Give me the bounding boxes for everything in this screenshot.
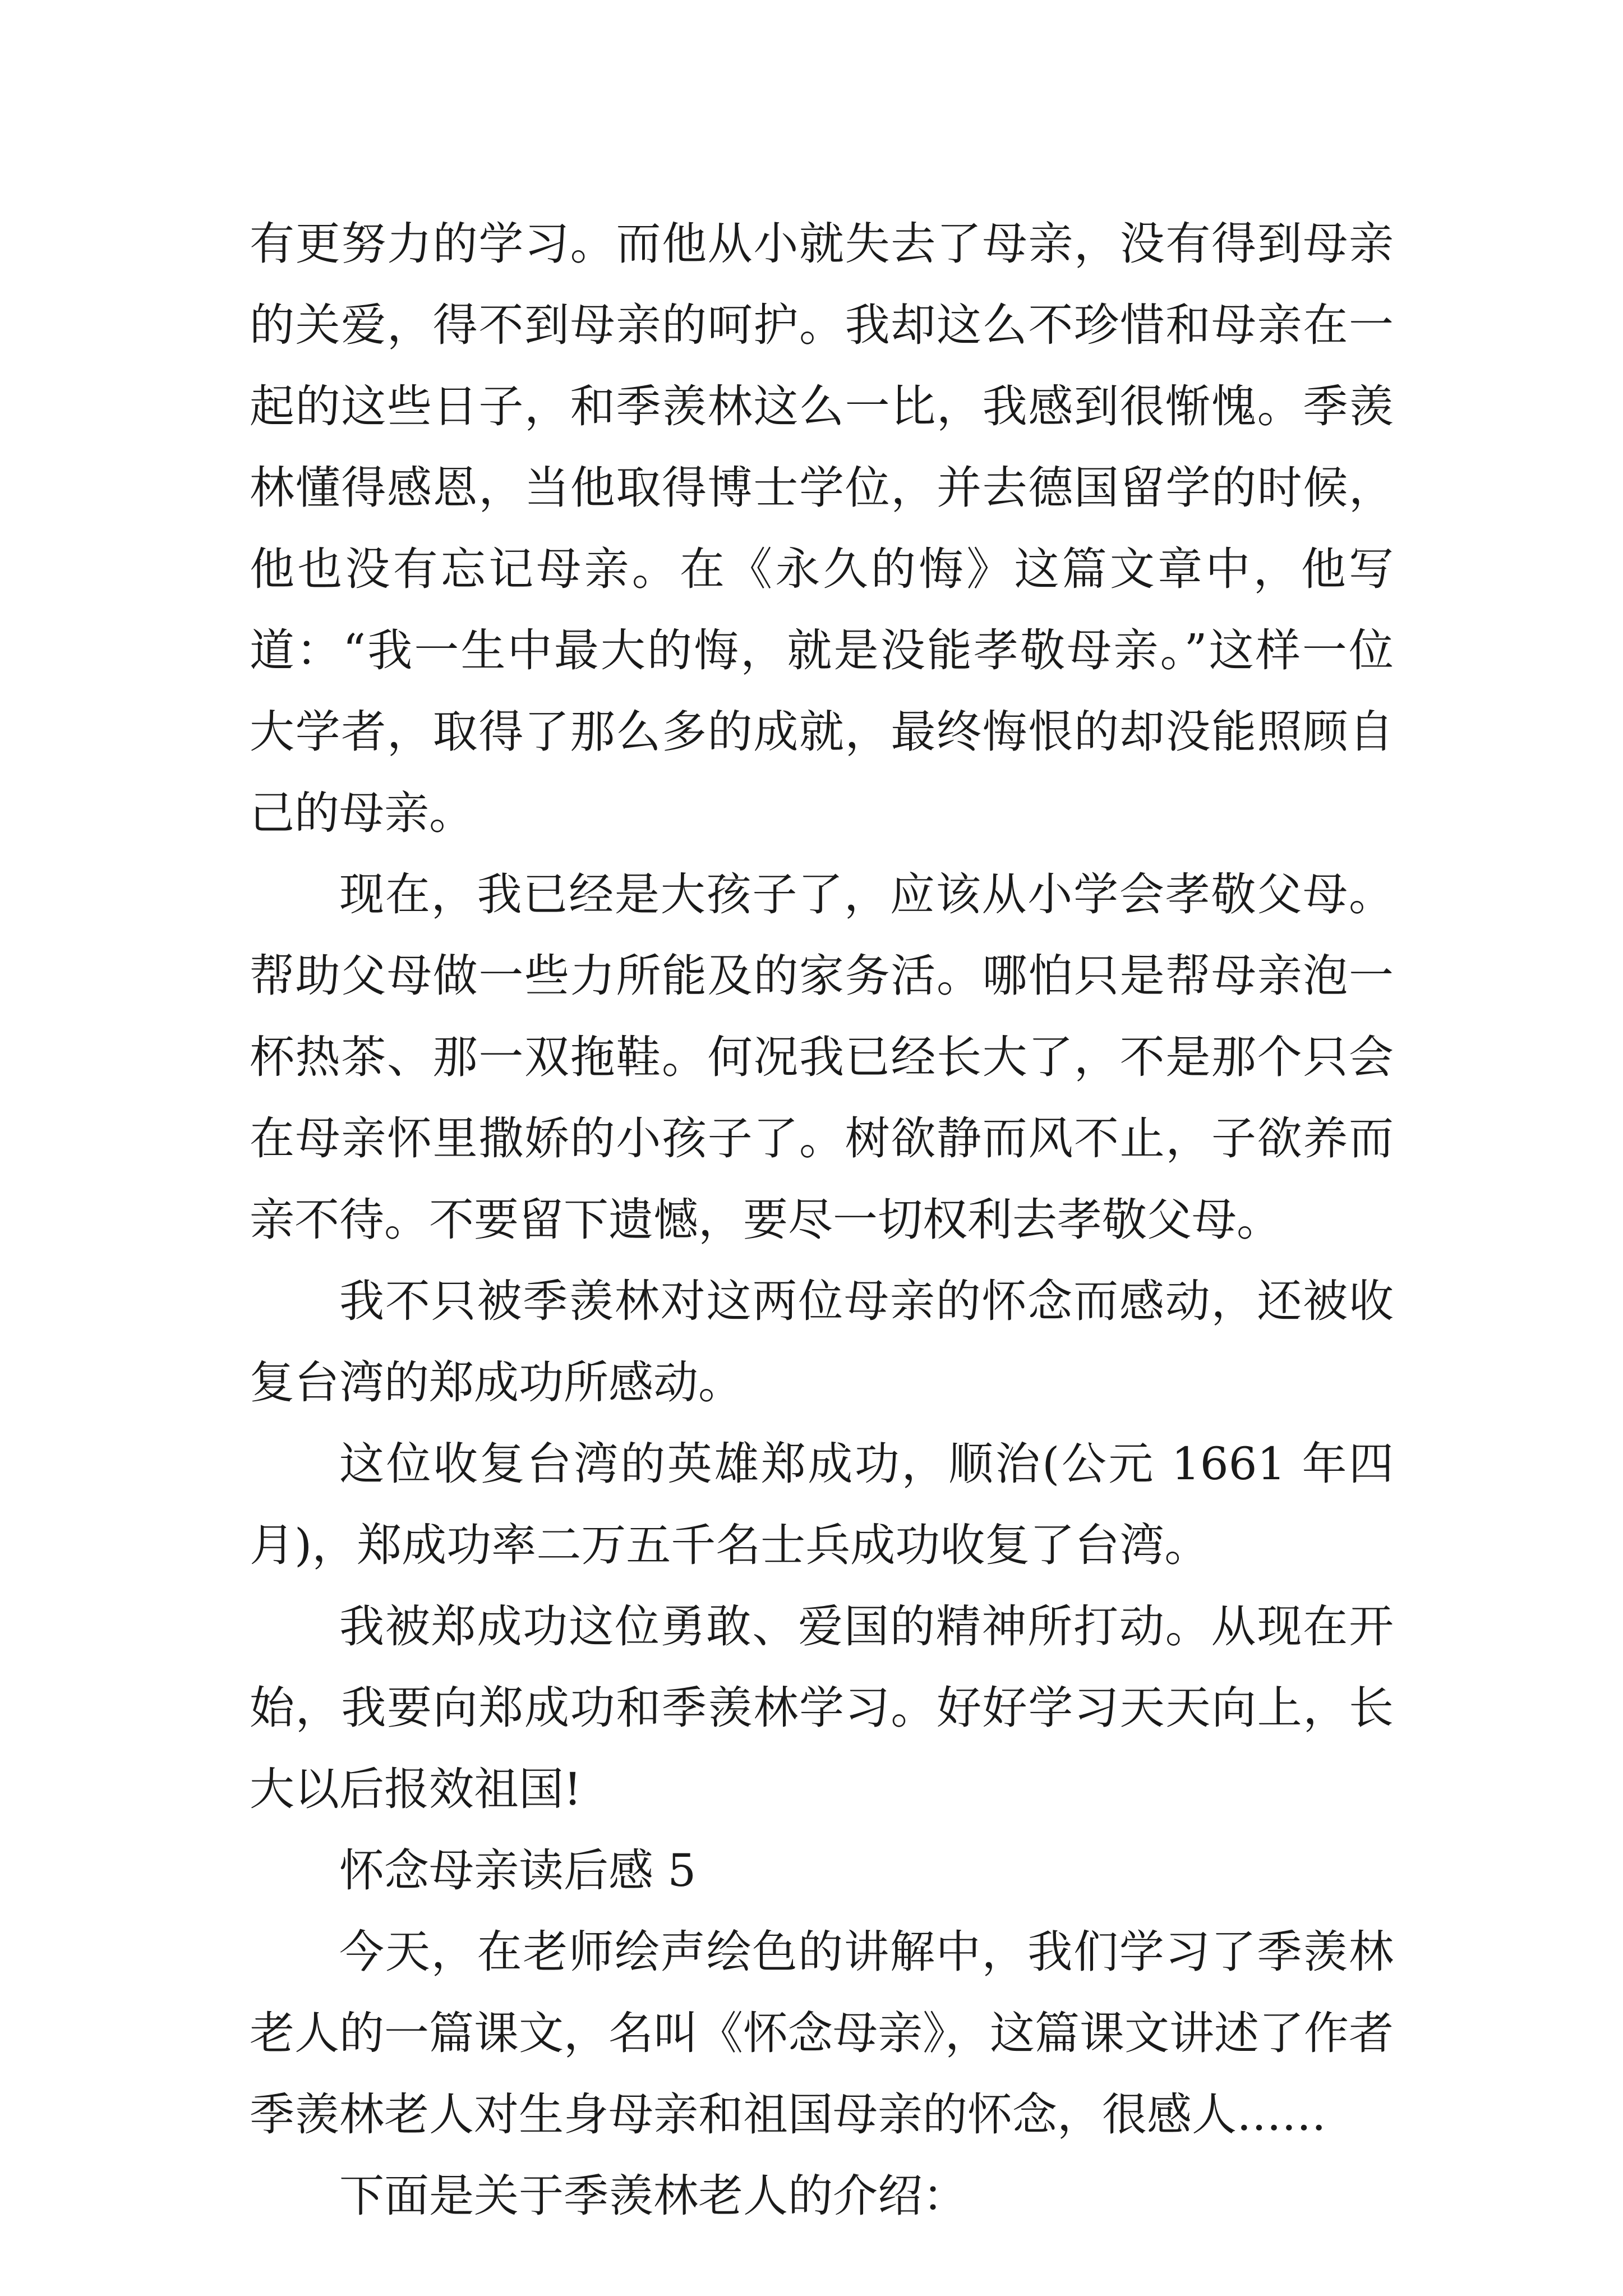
document-body — [250, 203, 1394, 2237]
section-heading: 怀念母亲读后感 5 — [339, 1844, 697, 1897]
paragraph: 今天，在老师绘声绘色的讲解中，我们学习了季羡林老人的一篇课文，名叫《怀念母亲》，这篇课文讲述了作者季羡林老人对生身母亲和祖国母亲的怀念，很感人…… — [250, 1926, 1394, 2141]
paragraph: 我不只被季羡林对这两位母亲的怀念而感动，还被收复台湾的郑成功所感动。 — [250, 1275, 1394, 1409]
paragraph: 下面是关于季羡林老人的介绍： — [339, 2170, 967, 2222]
paragraph: 我被郑成功这位勇敢、爱国的精神所打动。从现在开始，我要向郑成功和季羡林学习。好好学习天天向上，长大以后报效祖国! — [250, 1600, 1394, 1815]
paragraph: 这位收复台湾的英雄郑成功，顺治(公元 1661 年四月)，郑成功率二万五千名士兵成功收复了台湾。 — [250, 1438, 1394, 1571]
paragraph: 现在，我已经是大孩子了，应该从小学会孝敬父母。帮助父母做一些力所能及的家务活。哪怕只是帮母亲泡一杯热茶、那一双拖鞋。何况我已经长大了，不是那个只会在母亲怀里撒娇的小孩子了。树欲静而风不止，子欲养而亲不待。不要留下遗憾，要尽一切权利去孝敬父母。 — [250, 868, 1394, 1246]
paragraph: 有更努力的学习。而他从小就失去了母亲，没有得到母亲的关爱，得不到母亲的呵护。我却这么不珍惜和母亲在一起的这些日子，和季羡林这么一比，我感到很惭愧。季羡林懂得感恩，当他取得博士学位，并去德国留学的时候，他也没有忘记母亲。在《永久的悔》这篇文章中，他写道：“我一生中最大的悔，就是没能孝敬母亲。”这样一位大学者，取得了那么多的成就，最终悔恨的却没能照顾自己的母亲。 — [250, 218, 1394, 839]
